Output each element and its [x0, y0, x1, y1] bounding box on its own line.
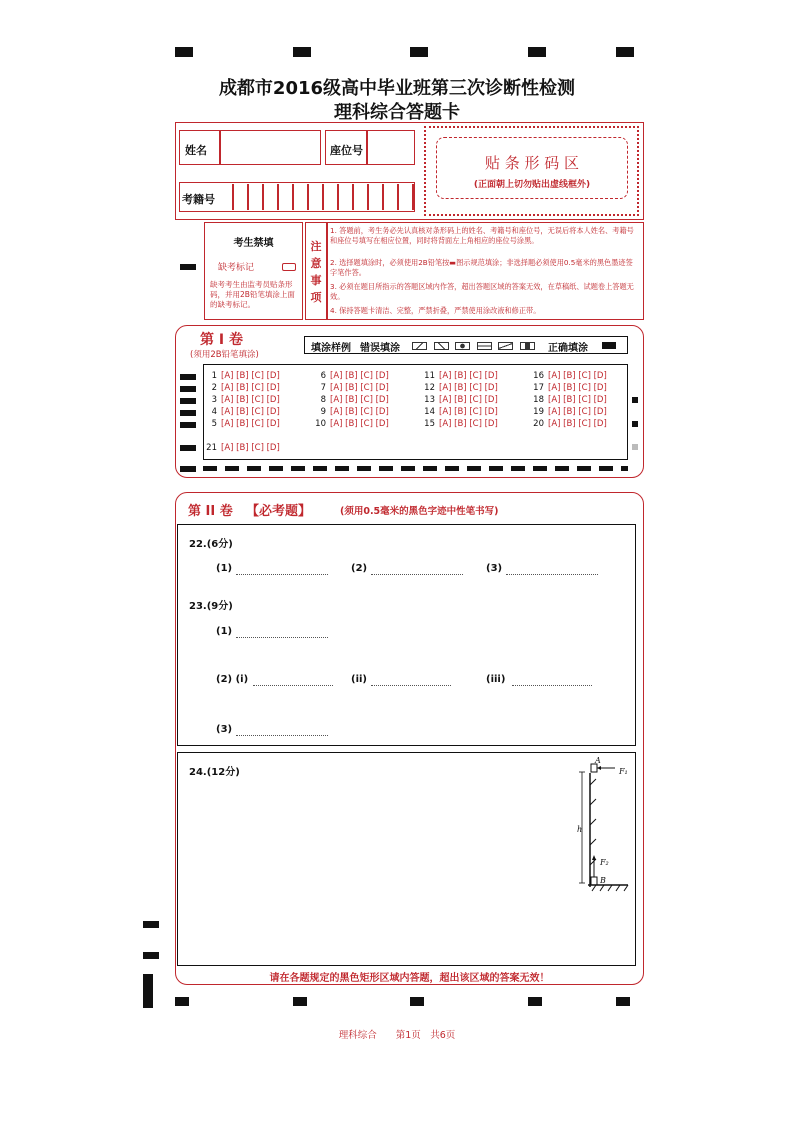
q23-blank-label: (1) — [216, 626, 233, 637]
absent-mark-label: 缺考标记 — [218, 263, 255, 273]
wrong-sample-icon — [520, 342, 535, 350]
timing-mark — [143, 921, 159, 928]
q23-blank-label: (ii) — [351, 674, 367, 685]
q23-blank[interactable] — [512, 685, 592, 686]
barcode-note: (正面朝上切勿贴出虚线框外) — [473, 180, 591, 190]
block-a — [591, 764, 597, 772]
timing-mark — [180, 386, 196, 392]
ground-hatch — [600, 885, 604, 891]
seat-field[interactable] — [366, 130, 368, 165]
timing-mark — [528, 47, 546, 57]
right-sample-icon — [602, 342, 616, 349]
choice-question[interactable]: 9 [A] [B] [C] [D] — [320, 407, 389, 417]
wall-hatch — [590, 819, 596, 825]
q22-blank[interactable] — [236, 574, 328, 575]
choice-question[interactable]: 16 [A] [B] [C] [D] — [533, 371, 607, 381]
sample-label: 填涂样例 — [311, 343, 351, 354]
arrow-f2-head — [592, 855, 596, 860]
forbidden-title: 考生禁填 — [233, 238, 274, 249]
exam-no-label: 考籍号 — [182, 193, 215, 206]
timing-mark — [410, 47, 428, 57]
choice-question[interactable]: 15 [A] [B] [C] [D] — [424, 419, 498, 429]
part1-note: (须用2B铅笔填涂) — [190, 350, 259, 360]
timing-mark — [180, 422, 196, 428]
timing-strip — [203, 466, 628, 471]
timing-mark — [175, 47, 193, 57]
q23-label: 23.(9分) — [189, 601, 233, 612]
q22-label: 22.(6分) — [189, 539, 233, 550]
wrong-label: 错误填涂 — [360, 343, 400, 354]
choice-question[interactable]: 11 [A] [B] [C] [D] — [424, 371, 498, 381]
q23-blank[interactable] — [236, 637, 328, 638]
choice-question[interactable]: 4 [A] [B] [C] [D] — [211, 407, 280, 417]
wall-hatch — [590, 799, 596, 805]
name-field[interactable] — [219, 130, 221, 165]
part1-title: 第 I 卷 — [200, 332, 243, 348]
part2-note: (须用0.5毫米的黑色字迹中性笔书写) — [340, 506, 499, 517]
notice-item: 1. 答题前，考生务必先认真核对条形码上的姓名、考籍号和座位号，无误后将本人姓名、考籍号和座位号填写在相应位置，同时将背面左上角相应的座位号涂黑。 — [330, 226, 634, 245]
q24-label: 24.(12分) — [189, 767, 240, 778]
label-f1: F₁ — [619, 767, 628, 776]
wrong-sample-icon — [412, 342, 427, 350]
q22-blank[interactable] — [371, 574, 463, 575]
part2-title: 第 II 卷 — [188, 504, 233, 519]
ground-hatch — [624, 885, 628, 891]
answer-box-24[interactable] — [177, 752, 636, 966]
choice-question[interactable]: 19 [A] [B] [C] [D] — [533, 407, 607, 417]
absent-note: 缺考考生由监考员贴条形码，并用2B铅笔填涂上面的缺考标记。 — [210, 280, 295, 309]
q22-blank[interactable] — [506, 574, 598, 575]
ground-hatch — [592, 885, 596, 891]
timing-mark — [180, 398, 196, 404]
choice-question[interactable]: 20 [A] [B] [C] [D] — [533, 419, 607, 429]
absent-mark-bubble[interactable] — [282, 263, 296, 271]
notice-item: 4. 保持答题卡清洁、完整，严禁折叠，严禁使用涂改液和修正带。 — [330, 306, 541, 315]
choice-question[interactable]: 6 [A] [B] [C] [D] — [320, 371, 389, 381]
timing-mark — [528, 997, 542, 1006]
exam-no-cells[interactable] — [219, 184, 414, 210]
timing-mark — [180, 410, 196, 416]
q23-blank-label: (iii) — [486, 674, 506, 685]
timing-mark — [175, 997, 189, 1006]
timing-mark — [293, 997, 307, 1006]
choice-question[interactable]: 7 [A] [B] [C] [D] — [320, 383, 389, 393]
q22-blank-label: (3) — [486, 563, 503, 574]
choice-question[interactable]: 10 [A] [B] [C] [D] — [315, 419, 389, 429]
ground-hatch — [616, 885, 620, 891]
notice-divider — [326, 222, 328, 320]
timing-mark — [632, 444, 638, 450]
timing-mark — [632, 397, 638, 403]
choice-question[interactable]: 2 [A] [B] [C] [D] — [211, 383, 280, 393]
notice-item: 2. 选择题填涂时，必须使用2B铅笔按▬图示规范填涂；非选择题必须使用0.5毫米的黑色墨迹签字笔作答。 — [330, 258, 633, 277]
timing-mark — [632, 421, 638, 427]
label-a: A — [595, 756, 601, 765]
answer-box-22-23 — [177, 524, 636, 746]
choice-question[interactable]: 3 [A] [B] [C] [D] — [211, 395, 280, 405]
choice-question[interactable]: 18 [A] [B] [C] [D] — [533, 395, 607, 405]
choice-question[interactable]: 21 [A] [B] [C] [D] — [206, 443, 280, 453]
right-label: 正确填涂 — [548, 343, 588, 354]
wall-hatch — [590, 779, 596, 785]
choice-question[interactable]: 17 [A] [B] [C] [D] — [533, 383, 607, 393]
label-h: h — [577, 825, 583, 834]
wrong-sample-icon — [455, 342, 470, 350]
ground-hatch — [608, 885, 612, 891]
timing-mark — [180, 264, 196, 270]
wrong-sample-icon — [498, 342, 513, 350]
notice-item: 3. 必须在题目所指示的答题区域内作答，超出答题区域的答案无效，在草稿纸、试题卷上答题无效。 — [330, 282, 634, 301]
arrow-f1-head — [597, 766, 601, 770]
wrong-sample-icon — [477, 342, 492, 350]
timing-mark — [143, 952, 159, 959]
wrong-samples — [412, 342, 535, 352]
choice-question[interactable]: 14 [A] [B] [C] [D] — [424, 407, 498, 417]
timing-mark — [293, 47, 311, 57]
label-b: B — [600, 876, 606, 885]
q23-blank-label: (3) — [216, 724, 233, 735]
page-title: 成都市2016级高中毕业班第三次诊断性检测 — [218, 78, 576, 99]
q23-blank[interactable] — [371, 685, 451, 686]
q23-blank[interactable] — [253, 685, 333, 686]
page-footer: 理科综合 第1页 共6页 — [338, 1030, 456, 1041]
q22-blank-label: (2) — [351, 563, 368, 574]
label-f2: F₂ — [600, 858, 609, 867]
page-subtitle: 理科综合答题卡 — [334, 102, 460, 123]
block-b — [591, 877, 597, 885]
notice-label: 注意事项 — [310, 240, 322, 304]
choice-question[interactable]: 12 [A] [B] [C] [D] — [424, 383, 498, 393]
part2-tag: 【必考题】 — [246, 504, 312, 519]
q22-blank-label: (1) — [216, 563, 233, 574]
seat-label: 座位号 — [330, 144, 363, 157]
timing-mark — [616, 47, 634, 57]
choice-question[interactable]: 5 [A] [B] [C] [D] — [211, 419, 280, 429]
choice-question[interactable]: 1 [A] [B] [C] [D] — [211, 371, 280, 381]
barcode-title: 贴 条 形 码 区 — [484, 154, 580, 172]
wrong-sample-icon — [434, 342, 449, 350]
timing-mark — [616, 997, 630, 1006]
q24-figure — [570, 755, 635, 895]
name-label: 姓名 — [185, 144, 207, 157]
timing-mark — [410, 997, 424, 1006]
choice-question[interactable]: 13 [A] [B] [C] [D] — [424, 395, 498, 405]
timing-mark — [180, 445, 196, 451]
q23-blank[interactable] — [236, 735, 328, 736]
wall-hatch — [590, 839, 596, 845]
choice-question[interactable]: 8 [A] [B] [C] [D] — [320, 395, 389, 405]
timing-mark — [143, 974, 153, 1008]
area-warning: 请在各题规定的黑色矩形区域内答题，超出该区域的答案无效！ — [269, 973, 550, 984]
timing-mark — [180, 466, 196, 472]
timing-mark — [180, 374, 196, 380]
q23-blank-label: (2) (i) — [216, 674, 249, 685]
